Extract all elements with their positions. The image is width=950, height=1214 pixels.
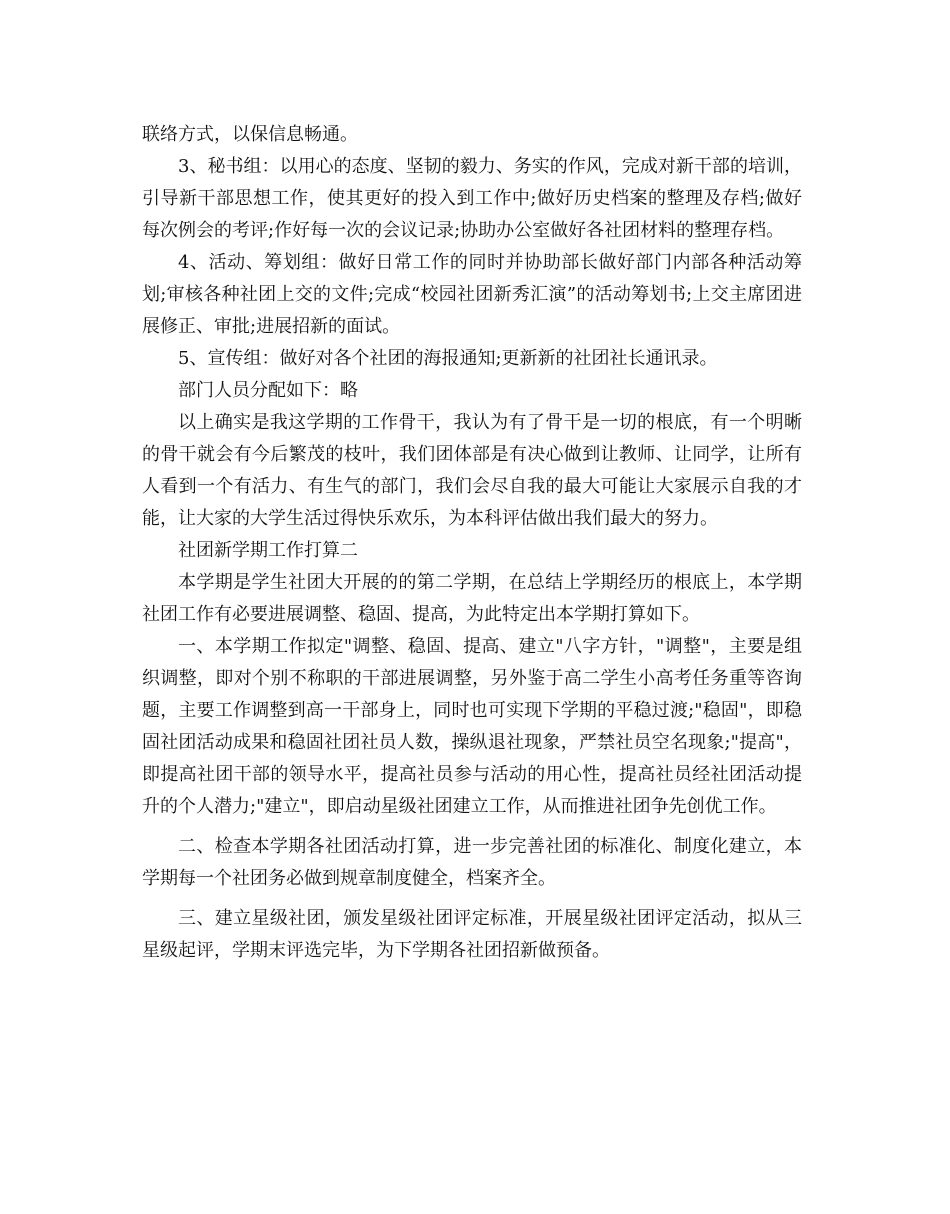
paragraph-publicity-group: 5、宣传组：做好对各个社团的海报通知;更新新的社团社长通讯录。 [178, 348, 718, 369]
paragraph-item-two: 二、检查本学期各社团活动打算，进一步完善社团的标准化、制度化建立，本学期每一个社团务必做到规章制度健全，档案齐全。 [142, 836, 802, 889]
paragraph-intro: 本学期是学生社团大开展的的第二学期，在总结上学期经历的根底上，本学期社团工作有必要进展调整、稳固、提高，为此特定出本学期打算如下。 [142, 572, 802, 625]
paragraph-item-one: 一、本学期工作拟定"调整、稳固、提高、建立"八字方针，"调整"，主要是组织调整，即对个别不称职的干部进展调整，另外鉴于高二学生小高考任务重等咨询题，主要工作调整到高一干部身上，同时也可实现下学期的平稳过渡;"稳固"，即稳固社团活动成果和稳固社团社员人数，操纵退社现象，严禁社员空名现象;"提高"，即提高社团干部的领导水平，提高社员参与活动的用心性，提高社员经社团活动提升的个人潜力;"建立"，即启动星级社团建立工作，从而推进社团争先创优工作。 [142, 636, 802, 817]
paragraph-item-three: 三、建立星级社团，颁发星级社团评定标准，开展星级社团评定活动，拟从三星级起评，学期末评选完毕，为下学期各社团招新做预备。 [142, 908, 802, 961]
paragraph-staff-allocation: 部门人员分配如下：略 [178, 380, 358, 401]
document-body [142, 119, 802, 967]
section-heading: 社团新学期工作打算二 [178, 540, 358, 561]
paragraph-summary: 以上确实是我这学期的工作骨干，我认为有了骨干是一切的根底，有一个明晰的骨干就会有今后繁茂的枝叶，我们团体部是有决心做到让教师、让同学，让所有人看到一个有活力、有生气的部门，我们会尽自我的最大可能让大家展示自我的才能，让大家的大学生活过得快乐欢乐，为本科评估做出我们最大的努力。 [142, 412, 802, 529]
paragraph-activity-group: 4、活动、筹划组：做好日常工作的同时并协助部长做好部门内部各种活动筹划;审核各种社团上交的文件;完成“校园社团新秀汇演”的活动筹划书;上交主席团进展修正、审批;进展招新的面试。 [142, 252, 802, 337]
paragraph-continuation: 联络方式，以保信息畅通。 [142, 124, 358, 145]
paragraph-secretary-group: 3、秘书组：以用心的态度、坚韧的毅力、务实的作风，完成对新干部的培训，引导新干部思想工作，使其更好的投入到工作中;做好历史档案的整理及存档;做好每次例会的考评;作好每一次的会议记录;协助办公室做好各社团材料的整理存档。 [142, 156, 802, 241]
